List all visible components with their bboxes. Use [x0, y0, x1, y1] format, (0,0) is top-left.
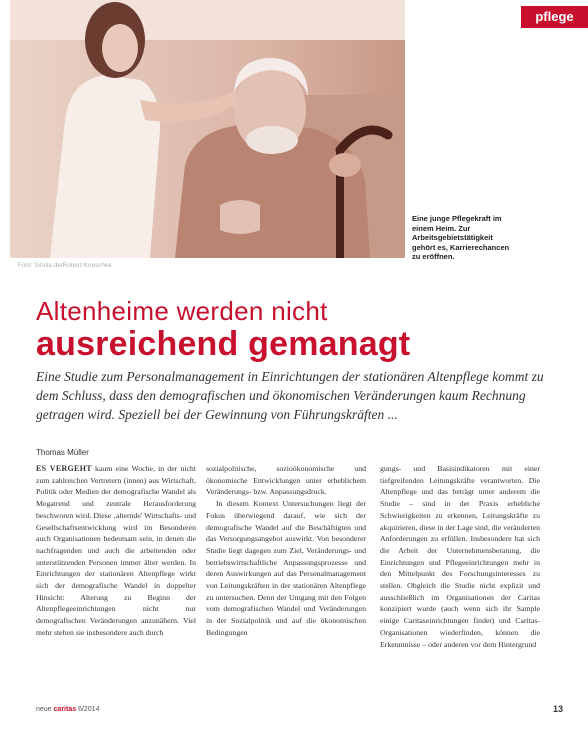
body-paragraph: gungs- und Basisindikatoren mit einer tiefgreifenden Leitungskräfte verantworten. Die Altenpflege und das beträgt unter anderem die Studie – sind in der Praxis erhebliche Schwierigkeiten zu erkennen, Leitungskräfte zu akquirieren, diese in der Lage sind, die veränderten Anforderungen zu erfüllen. Insbesondere hat sich die Arbeit der Unternehmensberatung, die Einrichtungen und Pflegeeinrichtungen mehr in den Mittelpunkt des Forschungsinteresses zu stellen. Obgleich die Studie nicht explizit und ausschließlich im Organisationen der Caritas konzipiert wurde (auch wenn sich ihr Sample einige Caritaseinrichtungen findet) und Caritas-Organisationen wiederfinden, können die Erkenntnisse – oder anderen vor dem Hintergrund [380, 464, 540, 649]
photo-credit: Foto: fotolia.de/Robert Kneschke [18, 263, 112, 269]
body-column-1 [36, 463, 196, 639]
body-column-2 [206, 463, 366, 639]
footer-publication [36, 706, 99, 713]
body-column-3 [380, 463, 540, 650]
body-paragraph: In diesem Kontext Untersuchungen liegt der Fokus überwiegend darauf, wie sich der demografische Wandel auf die Beschäftigten und das Versorgungsangebot auswirkt. Von besonderer Studie liegt dagegen zum Ziel, Veränderungs- und betriebswirtschaftliche Anpassungsprozesse und deren Auswirkungen auf das Personalmanagement von Leitungskräften in der stationären Altenpflege zu untersuchen. Denn der Umgang mit den Folgen vom demografischen Wandel und Veränderungen in der Sozialpolitik und auf die ökonomischen Bedingungen [206, 499, 366, 637]
article-photo [10, 0, 405, 258]
article-lead: Eine Studie zum Personalmanagement in Einrichtungen der stationären Altenpflege kommt zu dem Schluss, dass den demografischen und ökonomischen Veränderungen kaum Rechnung getragen wird. Speziell bei der Gewinnung von Führungskräften ... [36, 369, 544, 422]
footer-brand-prefix: neue [36, 706, 52, 713]
section-tag: pflege [521, 6, 588, 28]
headline-line-1: Altenheime werden nicht [36, 296, 328, 326]
photo-caption: Eine junge Pflegekraft im einem Heim. Zur Arbeitsgebietstätigkeit gehört es, Karrierechancen zu eröffnen. [412, 214, 510, 261]
footer-brand: caritas [53, 706, 77, 713]
body-paragraph: sozialpolitische, sozioökonomische und ökonomische Entwicklungen unter erheblichem Veränderungs- bzw. Anpassungsdruck. [206, 464, 366, 497]
footer-issue: 6/2014 [78, 706, 100, 713]
headline-line-2: ausreichend gemanagt [36, 325, 411, 363]
article-author: Thomas Müller [36, 448, 89, 457]
article-headline [36, 296, 410, 362]
dropcap-lead-words: ES VERGEHT [36, 464, 92, 473]
body-text: kaum eine Woche, in der nicht zum zahlreichen Vertretern (innen) aus Wirtschaft, Politik oder Medien der demografische Wandel als Megatrend und zentrale Herausforderung beschworen wird. Diese ‚alternde' Wirtschafts- und Gesellschaftsentwicklung wird im Besonderen auch Organisationen bedeutsam sein, in denen die nachfragenden und auch die arbeitenden oder unterstützenden Personen immer älter werden. In Einrichtungen der stationären Altenpflege wirkt sich der demografische Wandel in doppelter Hinsicht: Alterung zu Beginn der Altenpflegeeinrichtungen nicht nur demografischen Veränderungen anzunähern. Viel mehr stehen sie insbesondere auch durch [36, 464, 196, 637]
body-paragraph [36, 463, 196, 639]
page-number: 13 [553, 704, 564, 714]
